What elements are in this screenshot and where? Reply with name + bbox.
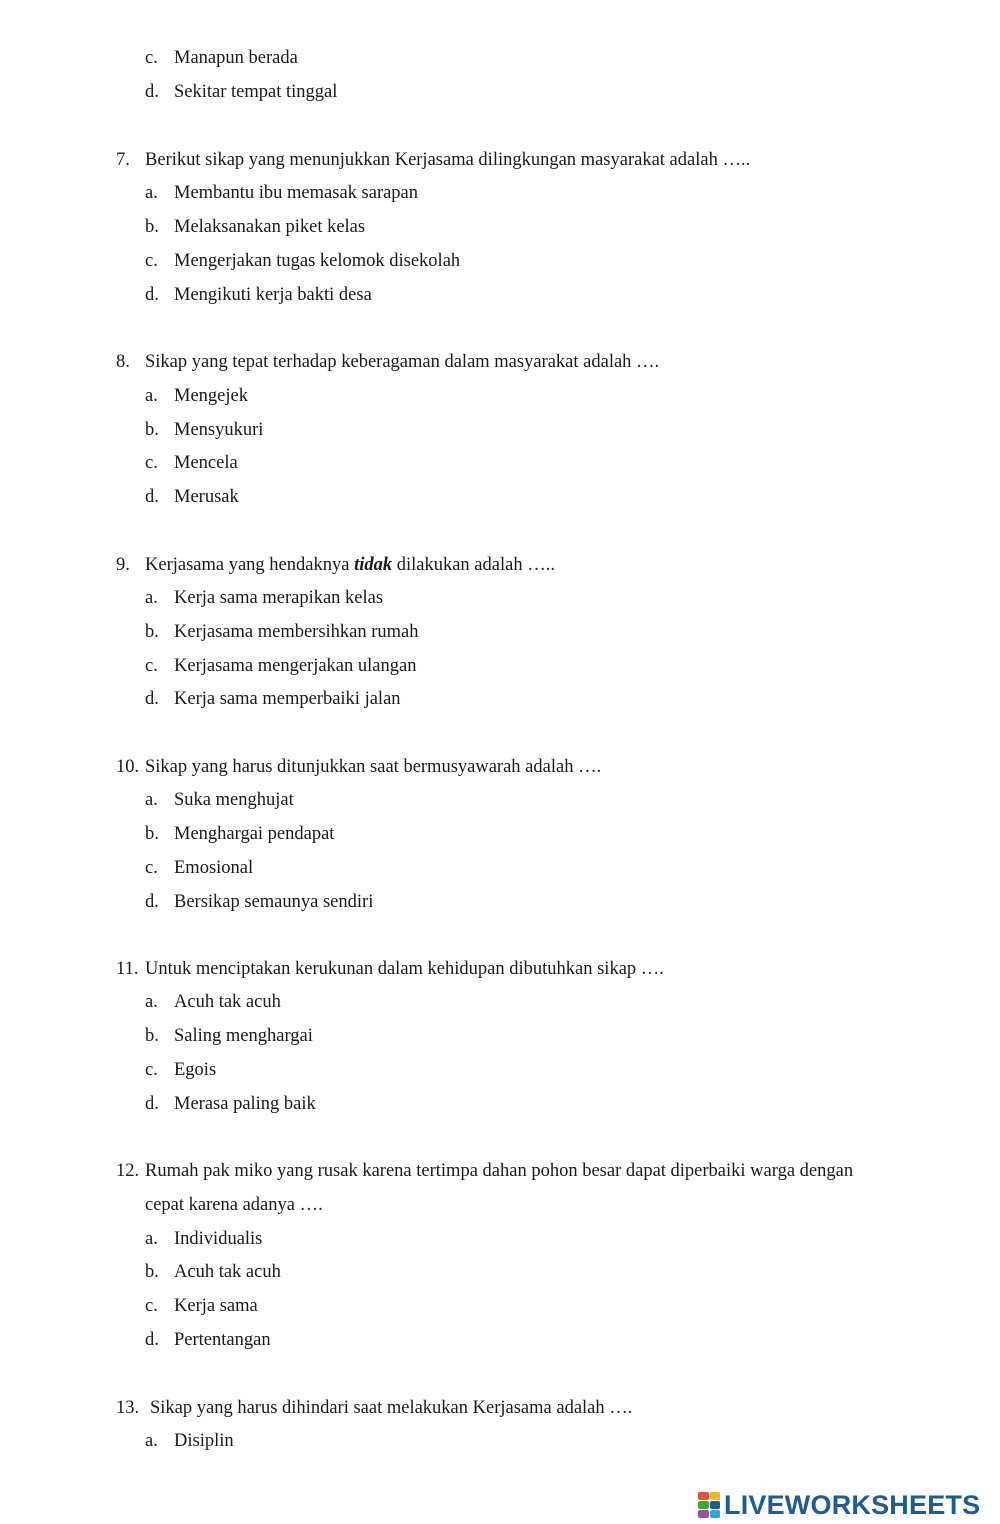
- option-text: Kerja sama memperbaiki jalan: [174, 689, 401, 709]
- liveworksheets-watermark: [698, 1488, 980, 1522]
- option-letter: d.: [145, 82, 159, 102]
- option-letter: c.: [145, 1060, 158, 1080]
- option-text: Bersikap semaunya sendiri: [174, 892, 374, 912]
- question-text-before: Kerjasama yang hendaknya: [145, 555, 355, 575]
- option-letter: a.: [145, 386, 158, 406]
- option-text: Egois: [174, 1060, 217, 1080]
- option-letter: a.: [145, 183, 158, 203]
- option-letter: d.: [145, 1094, 159, 1114]
- option-text: Emosional: [174, 858, 254, 878]
- question-text: Sikap yang harus ditunjukkan saat bermusyawarah adalah ….: [145, 757, 602, 777]
- question-number: 9.: [116, 555, 130, 575]
- option-text: Kerjasama mengerjakan ulangan: [174, 656, 417, 676]
- question-number: 7.: [116, 150, 130, 170]
- question-number: 10.: [116, 757, 140, 777]
- option-text: Menghargai pendapat: [174, 824, 335, 844]
- question-text-line-2: cepat karena adanya ….: [145, 1195, 323, 1215]
- option-text: Mensyukuri: [174, 420, 264, 440]
- option-text: Individualis: [174, 1229, 263, 1249]
- question-number: 8.: [116, 352, 130, 372]
- option-letter: c.: [145, 1296, 158, 1316]
- watermark-text: LIVEWORKSHEETS: [724, 1489, 981, 1520]
- option-letter: b.: [145, 824, 159, 844]
- question-text: Sikap yang tepat terhadap keberagaman dalam masyarakat adalah ….: [145, 352, 660, 372]
- question-number: 12.: [116, 1161, 140, 1181]
- option-letter: d.: [145, 285, 159, 305]
- question-text: Untuk menciptakan kerukunan dalam kehidupan dibutuhkan sikap ….: [145, 959, 664, 979]
- option-letter: c.: [145, 656, 158, 676]
- option-letter: c.: [145, 48, 158, 68]
- question-text-line-1: Rumah pak miko yang rusak karena tertimpa dahan pohon besar dapat diperbaiki warga dengan: [145, 1161, 854, 1181]
- option-letter: b.: [145, 1026, 159, 1046]
- question-text-after: dilakukan adalah …..: [392, 555, 555, 575]
- question-text: Berikut sikap yang menunjukkan Kerjasama dilingkungan masyarakat adalah …..: [145, 150, 751, 170]
- option-text: Mencela: [174, 453, 238, 473]
- option-text: Merusak: [174, 487, 239, 507]
- option-text: Acuh tak acuh: [174, 992, 281, 1012]
- option-letter: a.: [145, 588, 158, 608]
- option-letter: b.: [145, 622, 159, 642]
- option-text: Manapun berada: [174, 48, 298, 68]
- option-letter: a.: [145, 1431, 158, 1451]
- option-letter: a.: [145, 1229, 158, 1249]
- option-text: Kerja sama: [174, 1296, 258, 1316]
- option-text: Membantu ibu memasak sarapan: [174, 183, 419, 203]
- option-text: Suka menghujat: [174, 790, 294, 810]
- option-letter: d.: [145, 689, 159, 709]
- option-text: Melaksanakan piket kelas: [174, 217, 366, 237]
- option-text: Disiplin: [174, 1431, 234, 1451]
- option-text: Kerja sama merapikan kelas: [174, 588, 384, 608]
- option-letter: b.: [145, 1262, 159, 1282]
- option-text: Mengikuti kerja bakti desa: [174, 285, 372, 305]
- option-text: Acuh tak acuh: [174, 1262, 281, 1282]
- option-text: Saling menghargai: [174, 1026, 313, 1046]
- liveworksheets-logo-icon: [698, 1492, 720, 1518]
- option-text: Mengejek: [174, 386, 248, 406]
- option-letter: a.: [145, 790, 158, 810]
- option-letter: d.: [145, 487, 159, 507]
- emphasis-word: tidak: [354, 555, 393, 575]
- option-text: Mengerjakan tugas kelomok disekolah: [174, 251, 461, 271]
- option-text: Merasa paling baik: [174, 1094, 316, 1114]
- option-letter: b.: [145, 217, 159, 237]
- option-text: Kerjasama membersihkan rumah: [174, 622, 419, 642]
- option-letter: c.: [145, 453, 158, 473]
- option-letter: a.: [145, 992, 158, 1012]
- option-letter: d.: [145, 1330, 159, 1350]
- option-letter: d.: [145, 892, 159, 912]
- question-text: [145, 553, 555, 577]
- option-letter: c.: [145, 858, 158, 878]
- option-text: Sekitar tempat tinggal: [174, 82, 338, 102]
- option-letter: c.: [145, 251, 158, 271]
- option-text: Pertentangan: [174, 1330, 271, 1350]
- question-number: 11.: [116, 959, 139, 979]
- option-letter: b.: [145, 420, 159, 440]
- question-number: 13.: [116, 1398, 140, 1418]
- question-text: Sikap yang harus dihindari saat melakukan Kerjasama adalah ….: [150, 1398, 633, 1418]
